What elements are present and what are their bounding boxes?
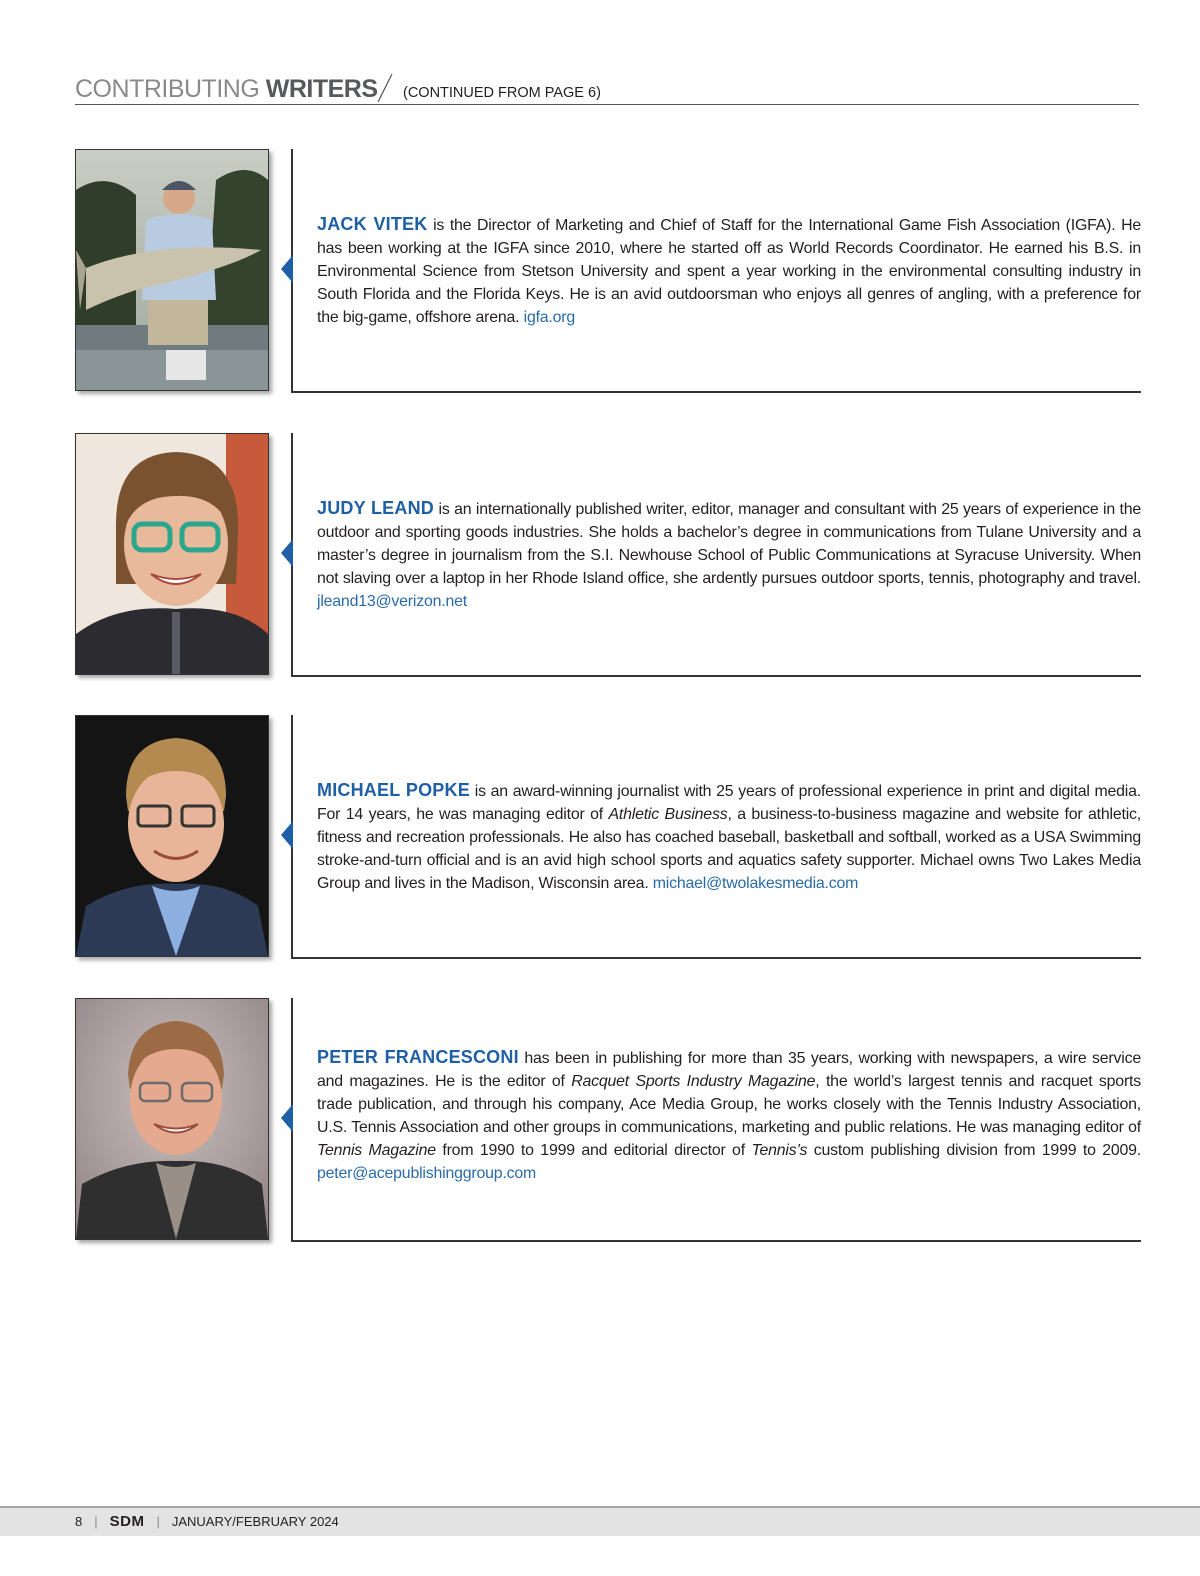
bio-frame	[291, 149, 1141, 393]
triangle-pointer-icon	[281, 821, 293, 849]
publication-title: Athletic Business	[608, 806, 728, 823]
magazine-name: SDM	[109, 1513, 145, 1530]
publication-title: Tennis’s	[751, 1142, 808, 1159]
section-title-light: CONTRIBUTING	[75, 75, 260, 103]
slash-divider-icon	[375, 72, 395, 104]
writer-bio	[317, 497, 1141, 613]
footer-separator: |	[156, 1514, 160, 1529]
triangle-pointer-icon	[281, 539, 293, 567]
portrait-photo-icon	[76, 434, 268, 674]
issue-date: JANUARY/FEBRUARY 2024	[171, 1514, 339, 1529]
bio-frame	[291, 433, 1141, 677]
bio-text: , a business-to-business magazine and website for athletic, fitness and recreation professionals. He also has coached baseball, basketball and softball, worked as a USA Swimming stroke-and-turn official and is an avid high school sports and aquatics safety supporter. Michael owns Two Lakes Media Group and lives in the Madison, Wisconsin area.	[317, 806, 1141, 892]
writer-photo	[75, 715, 269, 957]
section-title	[75, 74, 378, 104]
portrait-photo-icon	[76, 716, 268, 956]
bio-text: is the Director of Marketing and Chief of Staff for the International Game Fish Association (IGFA). He has been working at the IGFA since 2010, where he started off as World Records Coordinator. He earned his B.S. in Environmental Science from Stetson University and spent a year working in the environmental consulting industry in South Florida and the Florida Keys. He is an avid outdoorsman who enjoys all genres of angling, with a preference for the big-game, offshore arena.	[317, 217, 1141, 326]
section-title-bold: WRITERS	[265, 75, 378, 103]
bio-text: from 1990 to 1999 and editorial director of	[435, 1142, 752, 1159]
bio-text: custom publishing division from 1999 to 2009.	[807, 1142, 1141, 1159]
publication-title: Tennis Magazine	[317, 1142, 436, 1159]
writer-photo	[75, 998, 269, 1240]
contact-link[interactable]: jleand13@verizon.net	[317, 593, 467, 610]
writer-name: JACK VITEK	[317, 214, 428, 234]
bio-text: has been in publishing for more than 35 years, working with newspapers, a wire service and magazines. He is the editor of	[317, 1050, 1141, 1090]
writer-entry-jack-vitek	[75, 149, 1139, 393]
bio-frame	[291, 998, 1141, 1242]
page-number: 8	[75, 1514, 83, 1529]
bio-text: is an award-winning journalist with 25 years of professional experience in print and digital media. For 14 years, he was managing editor of	[317, 783, 1141, 823]
triangle-pointer-icon	[281, 255, 293, 283]
writer-name: PETER FRANCESCONI	[317, 1047, 519, 1067]
portrait-photo-icon	[76, 999, 268, 1239]
contact-link[interactable]: igfa.org	[523, 309, 576, 326]
writer-name: MICHAEL POPKE	[317, 780, 470, 800]
footer-info	[75, 1513, 339, 1531]
page-footer	[0, 1506, 1200, 1536]
triangle-pointer-icon	[281, 1104, 293, 1132]
writer-photo	[75, 433, 269, 675]
writer-name: JUDY LEAND	[317, 498, 434, 518]
writer-bio	[317, 213, 1141, 329]
writer-entry-michael-popke	[75, 715, 1139, 959]
writer-bio	[317, 779, 1141, 895]
writer-entry-peter-francesconi	[75, 998, 1139, 1242]
publication-title: Racquet Sports Industry Magazine	[571, 1073, 816, 1090]
fisherman-photo-icon	[76, 150, 268, 390]
contact-link[interactable]: peter@acepublishinggroup.com	[317, 1165, 537, 1182]
bio-text: is an internationally published writer, editor, manager and consultant with 25 years of experience in the outdoor and sporting goods industries. She holds a bachelor’s degree in communications from Tulane University and a master’s degree in journalism from the S.I. Newhouse School of Public Communications at Syracuse University. When not slaving over a laptop in her Rhode Island office, she ardently pursues outdoor sports, tennis, photography and travel.	[317, 501, 1141, 587]
bio-text: , the world’s largest tennis and racquet sports trade publication, and through his company, Ace Media Group, he works closely with the Tennis Industry Association, U.S. Tennis Association and other groups in communications, marketing and public relations. He was managing editor of	[317, 1073, 1141, 1136]
writer-photo	[75, 149, 269, 391]
writer-bio	[317, 1046, 1141, 1185]
contact-link[interactable]: michael@twolakesmedia.com	[652, 875, 859, 892]
continued-note: (CONTINUED FROM PAGE 6)	[403, 85, 601, 101]
footer-separator: |	[94, 1514, 98, 1529]
writer-entry-judy-leand	[75, 433, 1139, 677]
page-header	[75, 74, 1139, 105]
bio-frame	[291, 715, 1141, 959]
